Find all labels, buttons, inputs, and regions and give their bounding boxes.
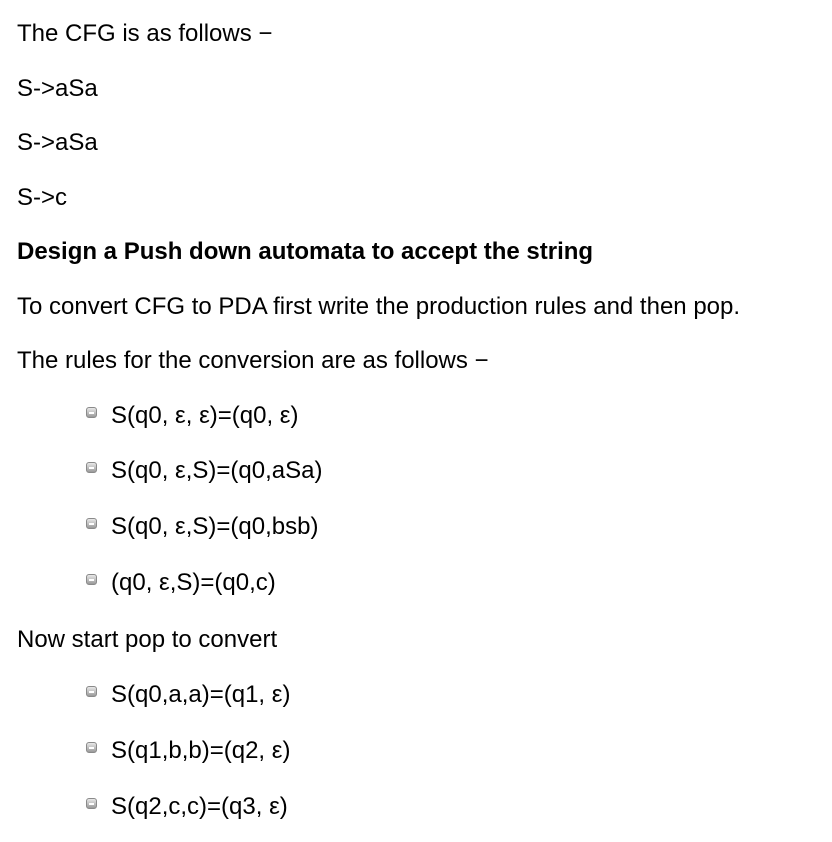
bullet-icon bbox=[86, 742, 97, 753]
bullet-icon bbox=[86, 686, 97, 697]
list-item-text: S(q0,a,a)=(q1, ε) bbox=[111, 681, 291, 708]
list-item-text: S(q0, ε,S)=(q0,bsb) bbox=[111, 513, 319, 540]
list-item-text: S(q1,b,b)=(q2, ε) bbox=[111, 737, 291, 764]
paragraph: To convert CFG to PDA first write the production rules and then pop. bbox=[17, 293, 741, 320]
paragraph: Now start pop to convert bbox=[17, 626, 278, 653]
list-item bbox=[86, 792, 288, 822]
intro-text: The CFG is as follows − bbox=[17, 20, 273, 47]
list-item bbox=[86, 456, 322, 486]
bullet-icon bbox=[86, 462, 97, 473]
grammar-rule: S->aSa bbox=[17, 129, 98, 156]
grammar-rule: S->c bbox=[17, 184, 68, 211]
list-item bbox=[86, 568, 276, 598]
paragraph: The rules for the conversion are as follows − bbox=[17, 347, 489, 374]
list-item-text: (q0, ε,S)=(q0,c) bbox=[111, 569, 276, 596]
bullet-icon bbox=[86, 518, 97, 529]
list-item bbox=[86, 680, 290, 710]
list-item bbox=[86, 512, 318, 542]
grammar-rule: S->aSa bbox=[17, 75, 98, 102]
bullet-icon bbox=[86, 798, 97, 809]
list-item-text: S(q0, ε,S)=(q0,aSa) bbox=[111, 457, 323, 484]
list-item-text: S(q2,c,c)=(q3, ε) bbox=[111, 793, 288, 820]
list-item bbox=[86, 736, 290, 766]
section-heading: Design a Push down automata to accept the string bbox=[17, 238, 594, 265]
list-item bbox=[86, 401, 299, 431]
bullet-icon bbox=[86, 574, 97, 585]
list-item-text: S(q0, ε, ε)=(q0, ε) bbox=[111, 402, 299, 429]
bullet-icon bbox=[86, 407, 97, 418]
